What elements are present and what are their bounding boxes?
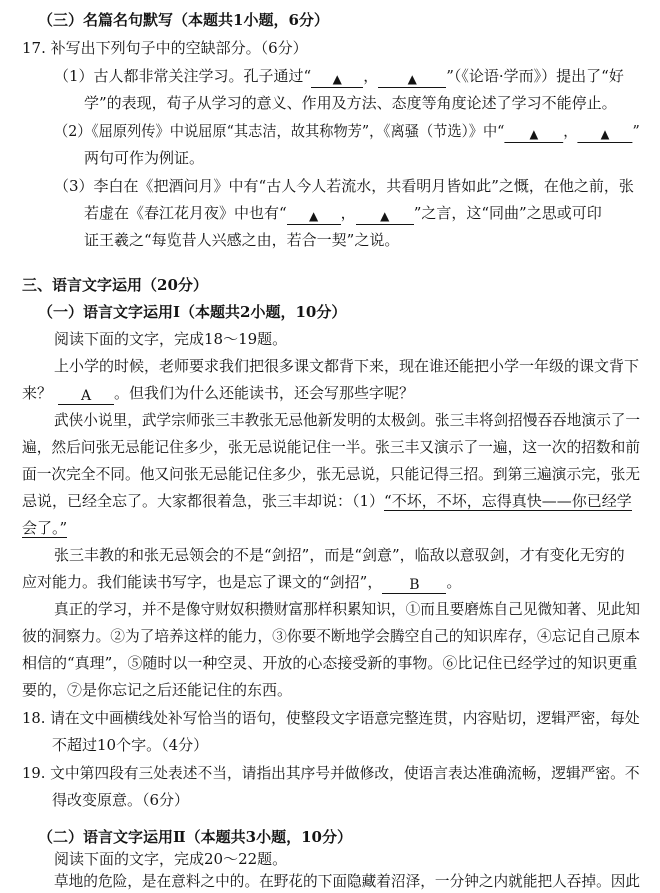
subsection-2-instruction: 阅读下面的文字，完成20～22题。 — [54, 850, 288, 868]
answer-blank — [287, 207, 341, 225]
answer-blank — [504, 125, 563, 143]
question-17-part-3-line-1: （3）李白在《把酒问月》中有“古人今人若流水，共看明月皆如此”之慨，在他之前，张 — [54, 177, 634, 195]
passage-1-line-13: 要的，⑦是你忘记之后还能记住的东西。 — [22, 681, 293, 699]
passage-1-line-10: 真正的学习，并不是像守财奴积攒财富那样积累知识，①而且要磨炼自己见微知著、见此知 — [54, 600, 641, 618]
blank-triangle-icon: ▲ — [309, 209, 319, 223]
question-17-part-3-line-2: 若虚在《春江花月夜》中也有“ ▲ ， ▲ ”之言，这“同曲”之思或可印 — [84, 204, 602, 223]
answer-blank — [311, 70, 363, 88]
underlined-sentence-end: 会了。” — [22, 519, 68, 537]
underlined-sentence: “不坏，不坏，忘得真快——你已经学 — [384, 492, 632, 510]
question-17-part-2-line-1: （2）《屈原列传》中说屈原“其志洁，故其称物芳”，《离骚（节选）》中“ ▲ ， ▲ ” — [54, 122, 640, 141]
question-18-line-1: 18. 请在文中画横线处补写恰当的语句，使整段文字语意完整连贯，内容贴切，逻辑严密，每处 — [22, 709, 640, 727]
question-17-stem: 17. 补写出下列句子中的空缺部分。（6分） — [22, 39, 308, 57]
passage-1-line-11: 彼的洞察力。②为了培养这样的能力，③你要不断地学会腾空自己的知识库存，④忘记自己原本 — [22, 627, 641, 645]
blank-triangle-icon: ▲ — [380, 209, 390, 223]
section-header-famous-lines: （三）名篇名句默写（本题共1小题，6分） — [38, 11, 329, 29]
blank-b: B — [382, 576, 446, 594]
question-17-part-3-line-3: 证王羲之“每览昔人兴感之由，若合一契”之说。 — [84, 231, 400, 249]
passage-1-line-12: 相信的“真理”，⑤随时以一种空灵、开放的心态接受新的事物。⑥比记住已经学过的知识更重 — [22, 654, 638, 672]
blank-a: A — [58, 387, 114, 405]
part-3-header: 三、语言文字运用（20分） — [22, 276, 208, 294]
passage-1-line-4: 遍，然后问张无忌能记住多少，张无忌说能记住一半。张三丰又演示了一遍，这一次的招数和前 — [22, 438, 641, 456]
subsection-1-header: （一）语言文字运用Ⅰ（本题共2小题，10分） — [38, 303, 347, 321]
subsection-2-header: （二）语言文字运用Ⅱ（本题共3小题，10分） — [38, 828, 352, 846]
question-19-line-2: 得改变原意。（6分） — [52, 791, 190, 809]
passage-1-line-7 — [22, 518, 67, 538]
answer-blank — [378, 70, 446, 88]
blank-triangle-icon: ▲ — [332, 72, 342, 86]
passage-1-line-1: 上小学的时候，老师要求我们把很多课文都背下来，现在谁还能把小学一年级的课文背下 — [54, 357, 640, 375]
question-17-part-2-line-2: 两句可作为例证。 — [84, 149, 205, 167]
passage-1-line-8: 张三丰教的和张无忌领会的不是“剑招”，而是“剑意”，临敌以意驭剑，才有变化无穷的 — [54, 546, 625, 564]
passage-1-line-6: 忌说，已经全忘了。大家都很着急，张三丰却说：（1）“不坏，不坏，忘得真快——你已经学 — [22, 492, 632, 510]
passage-1-line-5: 面一次完全不同。他又问张无忌能记住多少，张无忌说，只能记得三招。到第三遍演示完，张无 — [22, 465, 641, 483]
passage-1-line-2: 来？ A 。但我们为什么还能读书，还会写那些字呢？ — [22, 384, 415, 404]
question-17-part-1-line-1: （1）古人都非常关注学习。孔子通过“ ▲ ， ▲ ”（《论语·学而》）提出了“好 — [54, 67, 624, 86]
question-18-line-2: 不超过10个字。（4分） — [52, 736, 209, 754]
blank-triangle-icon: ▲ — [407, 72, 417, 86]
answer-blank — [356, 207, 414, 225]
subsection-1-instruction: 阅读下面的文字，完成18～19题。 — [54, 330, 288, 348]
question-19-line-1: 19. 文中第四段有三处表述不当，请指出其序号并做修改，使语言表达准确流畅，逻辑严密。不 — [22, 764, 640, 782]
answer-blank — [577, 125, 632, 143]
question-17-part-1-line-2: 学”的表现，荀子从学习的意义、作用及方法、态度等角度论述了学习不能停止。 — [84, 94, 617, 112]
blank-triangle-icon: ▲ — [529, 127, 539, 141]
passage-1-line-3: 武侠小说里，武学宗师张三丰教张无忌他新发明的太极剑。张三丰将剑招慢吞吞地演示了一 — [54, 411, 641, 429]
passage-1-line-9: 应对能力。我们能读书写字，也是忘了课文的“剑招”， B 。 — [22, 573, 462, 593]
passage-2-line-1: 草地的危险，是在意料之中的。在野花的下面隐藏着沼泽，一分钟之内就能把人吞掉。因此 — [54, 872, 641, 890]
blank-triangle-icon: ▲ — [600, 127, 610, 141]
